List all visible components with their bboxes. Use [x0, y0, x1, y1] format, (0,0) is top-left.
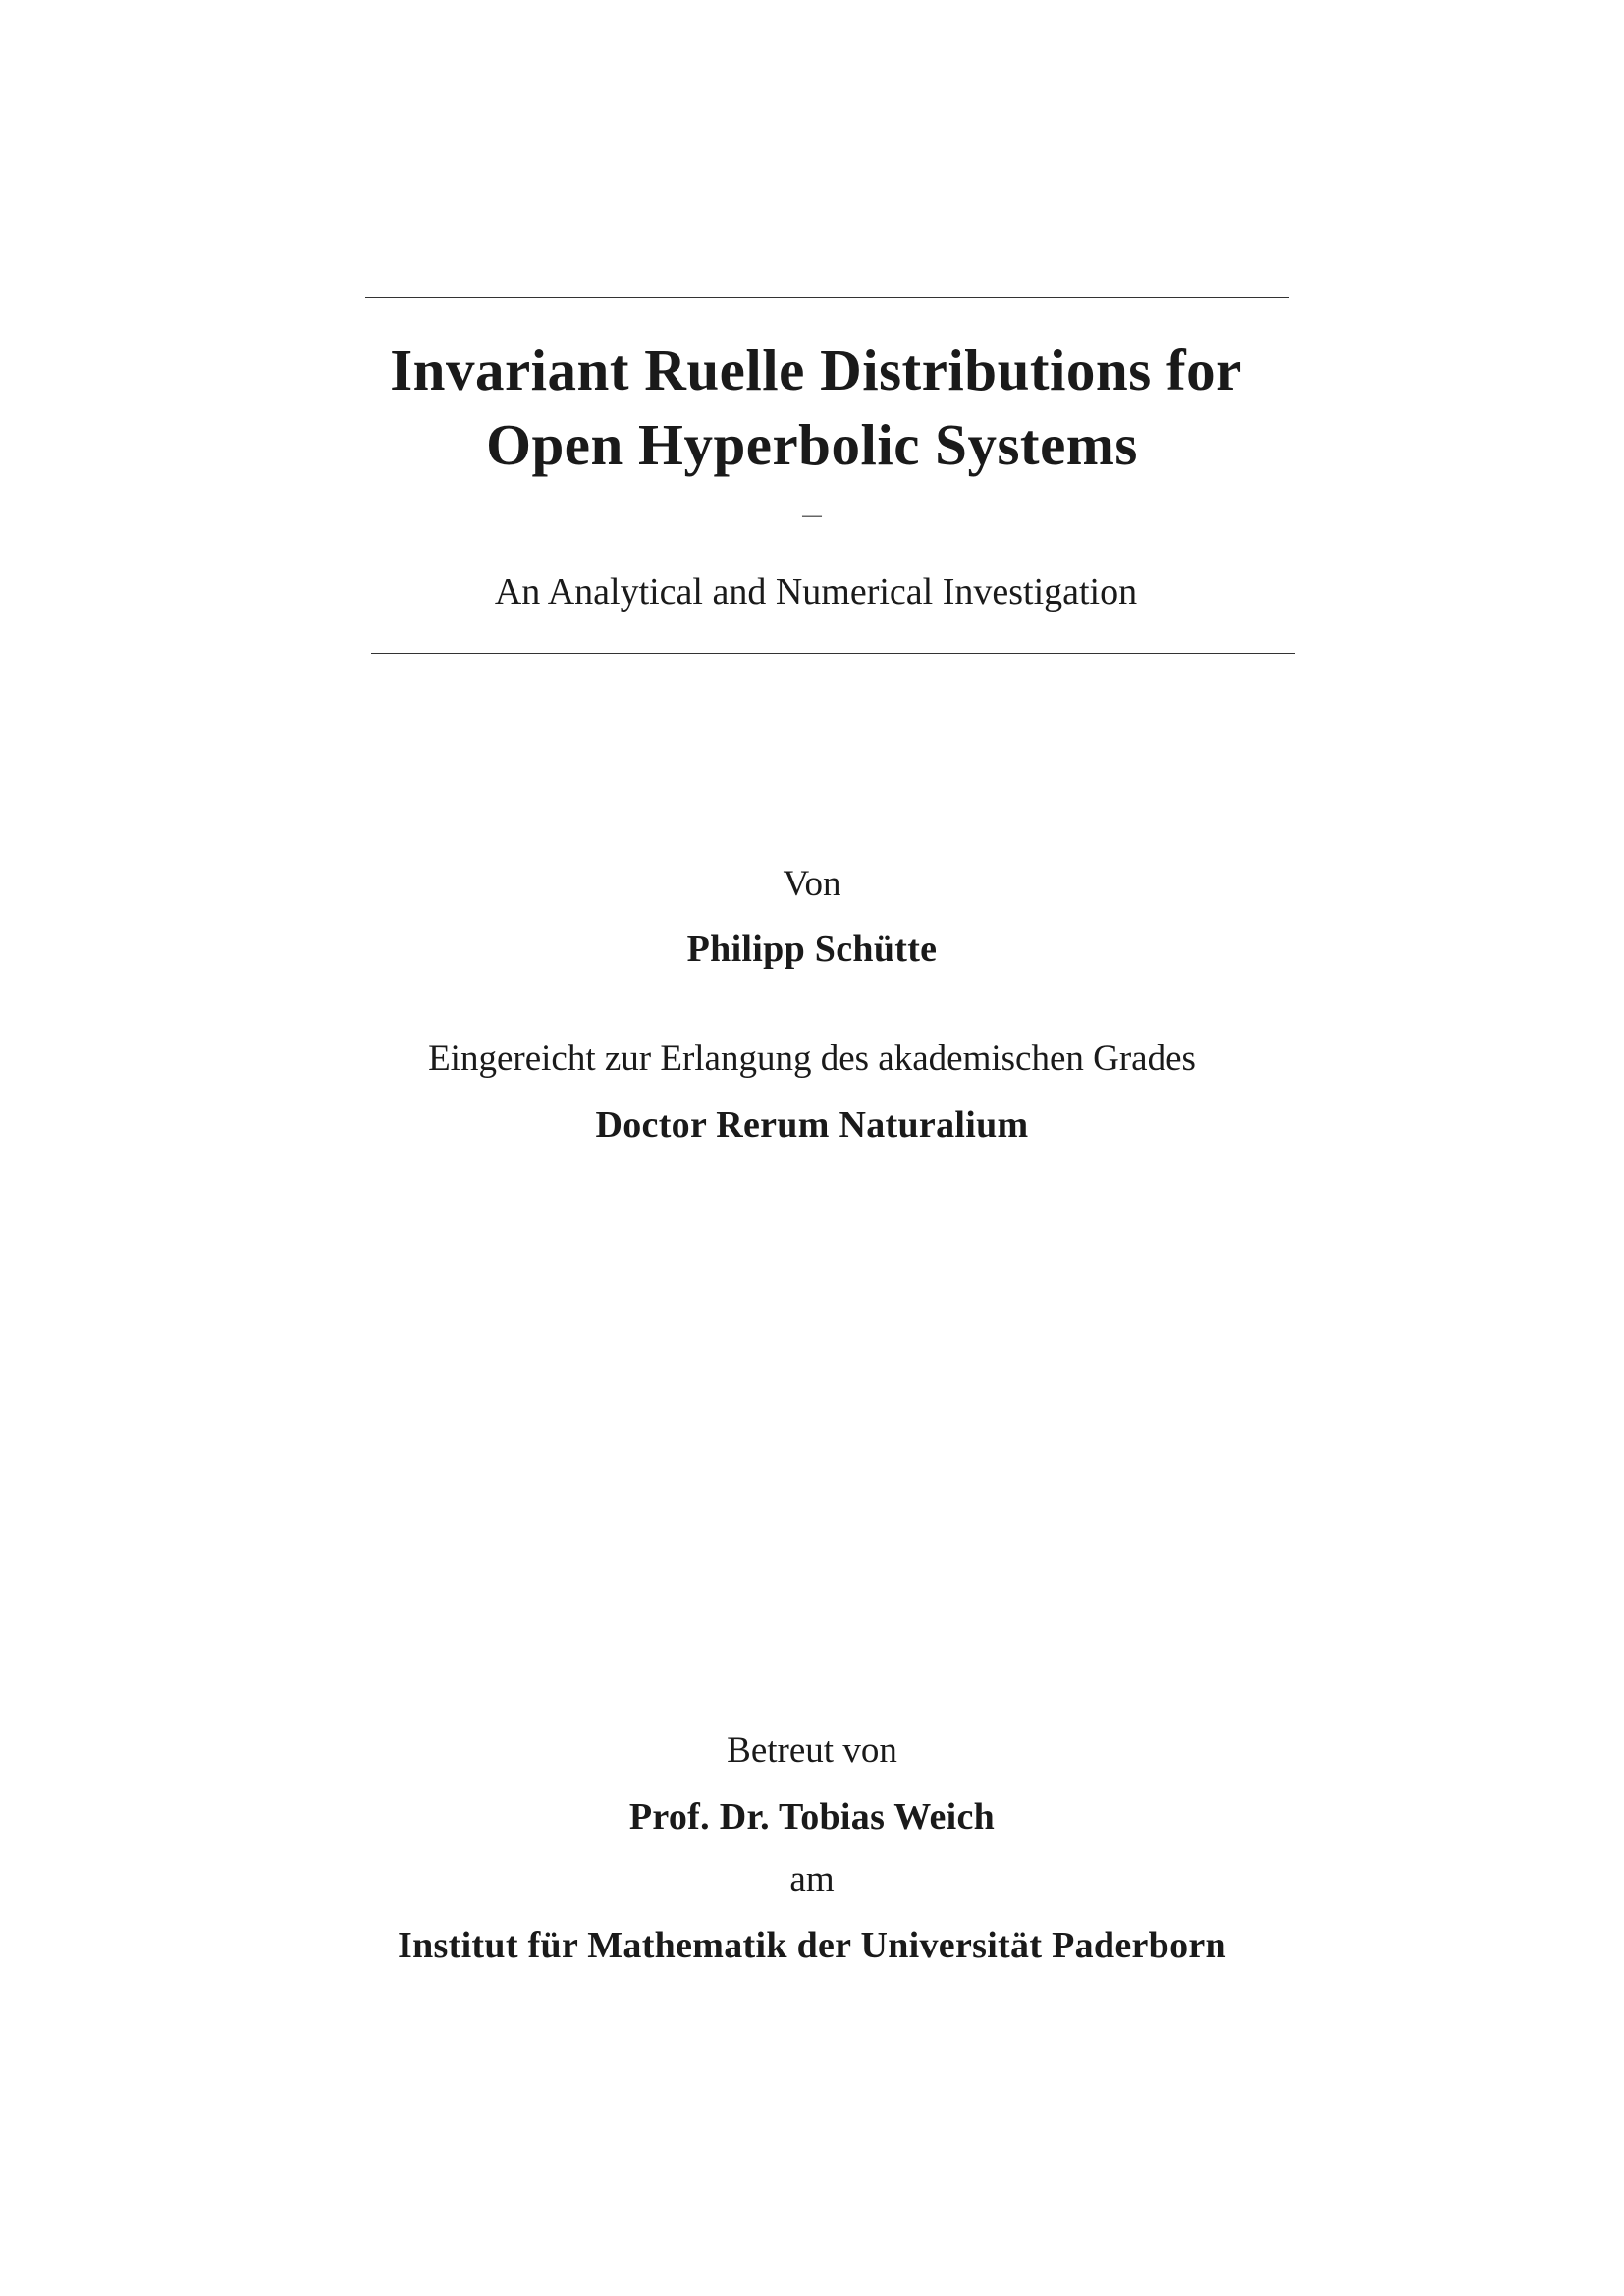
bottom-rule [371, 653, 1295, 654]
supervised-label: Betreut von [727, 1731, 897, 1771]
institute-name: Institut für Mathematik der Universität Paderborn [398, 1925, 1226, 1966]
title-line-2: Open Hyperbolic Systems [486, 412, 1138, 477]
by-label: Von [783, 864, 841, 904]
submission-statement: Eingereicht zur Erlangung des akademischen Grades [428, 1039, 1196, 1079]
top-rule [365, 297, 1289, 298]
degree-name: Doctor Rerum Naturalium [595, 1104, 1029, 1146]
author-name: Philipp Schütte [686, 929, 938, 970]
title-line-1: Invariant Ruelle Distributions for [390, 338, 1242, 402]
supervisor-name: Prof. Dr. Tobias Weich [628, 1796, 996, 1838]
at-label: am [789, 1859, 835, 1899]
subtitle: An Analytical and Numerical Investigation [494, 571, 1138, 613]
title-separator: — [801, 504, 823, 528]
